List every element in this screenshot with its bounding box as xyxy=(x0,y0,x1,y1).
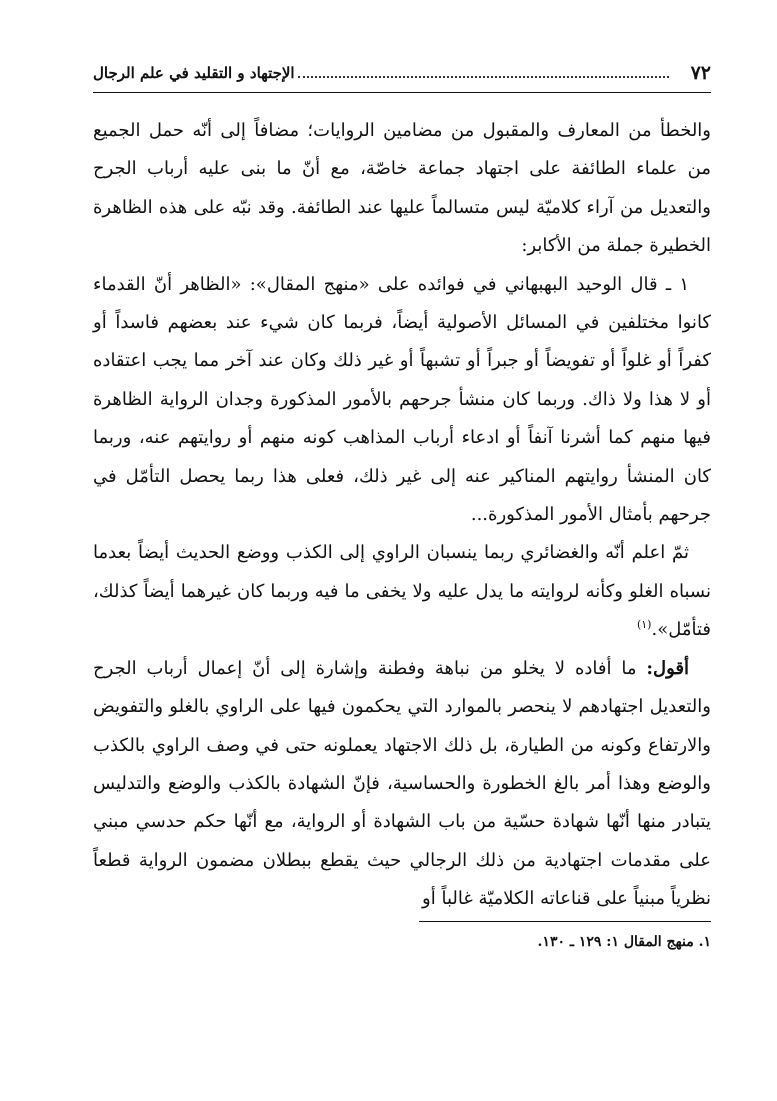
footnote-divider xyxy=(419,921,711,922)
running-title: الإجتهاد و التقليد في علم الرجال xyxy=(93,64,295,82)
paragraph-quote-behbahani xyxy=(93,266,711,535)
paragraph-text: والخطأ من المعارف والمقبول من مضامين الروايات؛ مضافاً إلى أنّه حمل الجميع من علماء الطائفة على اجتهاد جماعة خاصّة، مع أنّ ما بنى عليه أرباب الجرح والتعديل من آراء كلاميّة ليس متسالماً عليها عند الطائفة. وقد نبّه على هذه الظاهرة الخطيرة جملة من الأكابر: xyxy=(93,120,711,257)
footnote-reference[interactable]: (١) xyxy=(636,618,652,632)
paragraph-text: ما أفاده لا يخلو من نباهة وفطنة وإشارة إلى أنّ إعمال أرباب الجرح والتعديل اجتهادهم لا ينحصر بالموارد التي يحكمون فيها على الراوي بالغلو والتفويض والارتفاع وكونه من الطيارة، بل ذلك الاجتهاد يعملونه حتى في وصف الراوي بالكذب والوضع وهذا أمر بالغ الخطورة والحساسية، فإنّ الشهادة بالكذب والوضع والتدليس يتبادر منها أنّها شهادة حسّية من باب الشهادة أو الرواية، مع أنّها حكم حدسي مبني على مقدمات اجتهادية من ذلك الرجالي حيث يقطع ببطلان مضمون الرواية قطعاً نظرياً مبنياً على قناعاته الكلاميّة غالباً أو xyxy=(93,657,711,910)
footnote: ١. منهج المقال ١: ١٢٩ ـ ١٣٠. xyxy=(537,934,711,950)
paragraph-lead-word: أقول: xyxy=(646,657,689,679)
paragraph-intro xyxy=(93,112,711,266)
header-dot-leader xyxy=(298,76,669,78)
main-text xyxy=(93,112,711,919)
running-header xyxy=(93,58,711,93)
page-number: ٧٢ xyxy=(690,62,711,84)
paragraph-text: ١ ـ قال الوحيد البهبهاني في فوائده على «منهج المقال»: «الظاهر أنّ القدماء كانوا مختلفين في المسائل الأصولية أيضاً، فربما كان شيء عند بعضهم فاسداً أو كفراً أو غلواً أو تفويضاً أو جبراً أو تشبهاً أو غير ذلك وكان عند آخر مما يجب اعتقاده أو لا هذا ولا ذاك. وربما كان منشأ جرحهم بالأمور المذكورة وجدان الرواية الظاهرة فيها منهم كما أشرنا آنفاً أو ادعاء أرباب المذاهب كونه منهم أو روايتهم عنه، وربما كان المنشأ روايتهم المناكير عنه إلى غير ذلك، فعلى هذا ربما يحصل التأمّل في جرحهم بأمثال الأمور المذكورة... xyxy=(93,273,711,526)
paragraph-text: ثمّ اعلم أنّه والغضائري ربما ينسبان الراوي إلى الكذب ووضع الحديث أيضاً بعدما نسباه الغلو وكأنه لروايته ما يدل عليه ولا يخفى ما فيه وربما كان غيرهما أيضاً كذلك، فتأمّل». xyxy=(93,542,711,641)
paragraph-quote-continued xyxy=(93,534,711,649)
paragraph-comment xyxy=(93,650,711,919)
